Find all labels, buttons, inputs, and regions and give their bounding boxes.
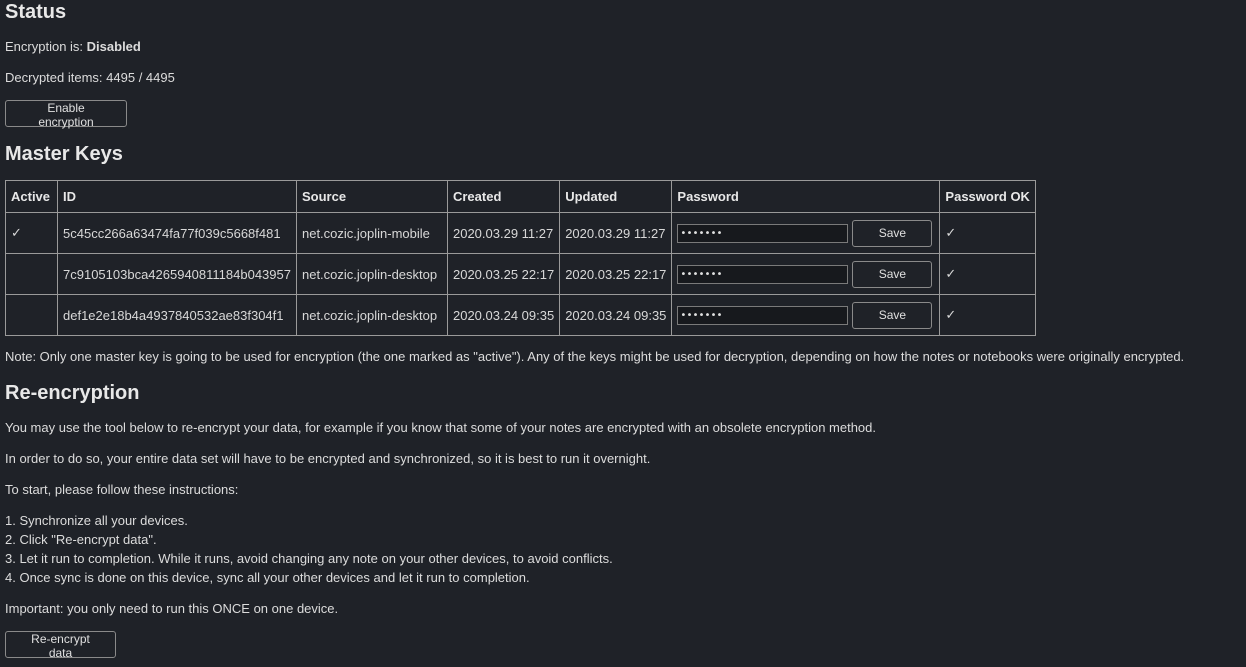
column-header-created: Created <box>447 181 559 213</box>
key-updated: 2020.03.24 09:35 <box>560 295 672 336</box>
key-created: 2020.03.24 09:35 <box>447 295 559 336</box>
status-heading: Status <box>5 1 67 23</box>
key-id: def1e2e18b4a4937840532ae83f304f1 <box>58 295 297 336</box>
master-keys-heading: Master Keys <box>5 143 123 165</box>
table-header-row <box>6 181 1036 213</box>
instruction-step: 2. Click "Re-encrypt data". <box>5 532 157 547</box>
column-header-password: Password <box>672 181 940 213</box>
password-input[interactable] <box>677 265 848 284</box>
password-input[interactable] <box>677 224 848 243</box>
password-cell <box>672 213 940 254</box>
column-header-active: Active <box>6 181 58 213</box>
key-updated: 2020.03.25 22:17 <box>560 254 672 295</box>
key-created: 2020.03.29 11:27 <box>447 213 559 254</box>
save-password-button[interactable]: Save <box>852 302 932 329</box>
instruction-step: 1. Synchronize all your devices. <box>5 513 188 528</box>
key-updated: 2020.03.29 11:27 <box>560 213 672 254</box>
key-source: net.cozic.joplin-desktop <box>296 254 447 295</box>
column-header-updated: Updated <box>560 181 672 213</box>
encryption-label: Encryption is: <box>5 39 84 54</box>
active-check <box>6 254 58 295</box>
key-source: net.cozic.joplin-mobile <box>296 213 447 254</box>
key-created: 2020.03.25 22:17 <box>447 254 559 295</box>
active-check <box>6 295 58 336</box>
decrypted-value: 4495 / 4495 <box>106 70 175 85</box>
table-row <box>6 254 1036 295</box>
column-header-id: ID <box>58 181 297 213</box>
table-row <box>6 213 1036 254</box>
table-row <box>6 295 1036 336</box>
key-source: net.cozic.joplin-desktop <box>296 295 447 336</box>
instruction-step: 3. Let it run to completion. While it runs, avoid changing any note on your other devices, to avoid conflicts. <box>5 551 613 566</box>
key-id: 5c45cc266a63474fa77f039c5668f481 <box>58 213 297 254</box>
master-keys-note: Note: Only one master key is going to be used for encryption (the one marked as "active"). Any of the keys might be used for decryption, depending on how the notes or notebooks were originally encrypted. <box>5 349 1185 364</box>
active-check: ✓ <box>6 213 58 254</box>
reencrypt-data-button[interactable]: Re-encrypt data <box>5 631 116 658</box>
decrypted-items <box>5 70 175 86</box>
password-ok-check: ✓ <box>940 295 1036 336</box>
key-id: 7c9105103bca4265940811184b043957 <box>58 254 297 295</box>
column-header-password-ok: Password OK <box>940 181 1036 213</box>
encryption-status <box>5 39 141 55</box>
column-header-source: Source <box>296 181 447 213</box>
password-ok-check: ✓ <box>940 254 1036 295</box>
save-password-button[interactable]: Save <box>852 261 932 288</box>
save-password-button[interactable]: Save <box>852 220 932 247</box>
instruction-step: 4. Once sync is done on this device, sync all your other devices and let it run to completion. <box>5 570 530 585</box>
reencryption-intro: You may use the tool below to re-encrypt your data, for example if you know that some of your notes are encrypted with an obsolete encryption method. <box>5 420 877 435</box>
password-cell <box>672 254 940 295</box>
decrypted-label: Decrypted items: <box>5 70 103 85</box>
password-ok-check: ✓ <box>940 213 1036 254</box>
encryption-value: Disabled <box>86 39 141 54</box>
reencryption-overnight-note: In order to do so, your entire data set will have to be encrypted and synchronized, so it is best to run it overnight. <box>5 451 651 466</box>
password-input[interactable] <box>677 306 848 325</box>
reencryption-instructions-label: To start, please follow these instructions: <box>5 482 239 497</box>
reencryption-heading: Re-encryption <box>5 382 140 404</box>
enable-encryption-button[interactable]: Enable encryption <box>5 100 127 127</box>
password-cell <box>672 295 940 336</box>
important-note: Important: you only need to run this ONCE on one device. <box>5 601 339 616</box>
master-keys-table <box>5 180 1036 336</box>
